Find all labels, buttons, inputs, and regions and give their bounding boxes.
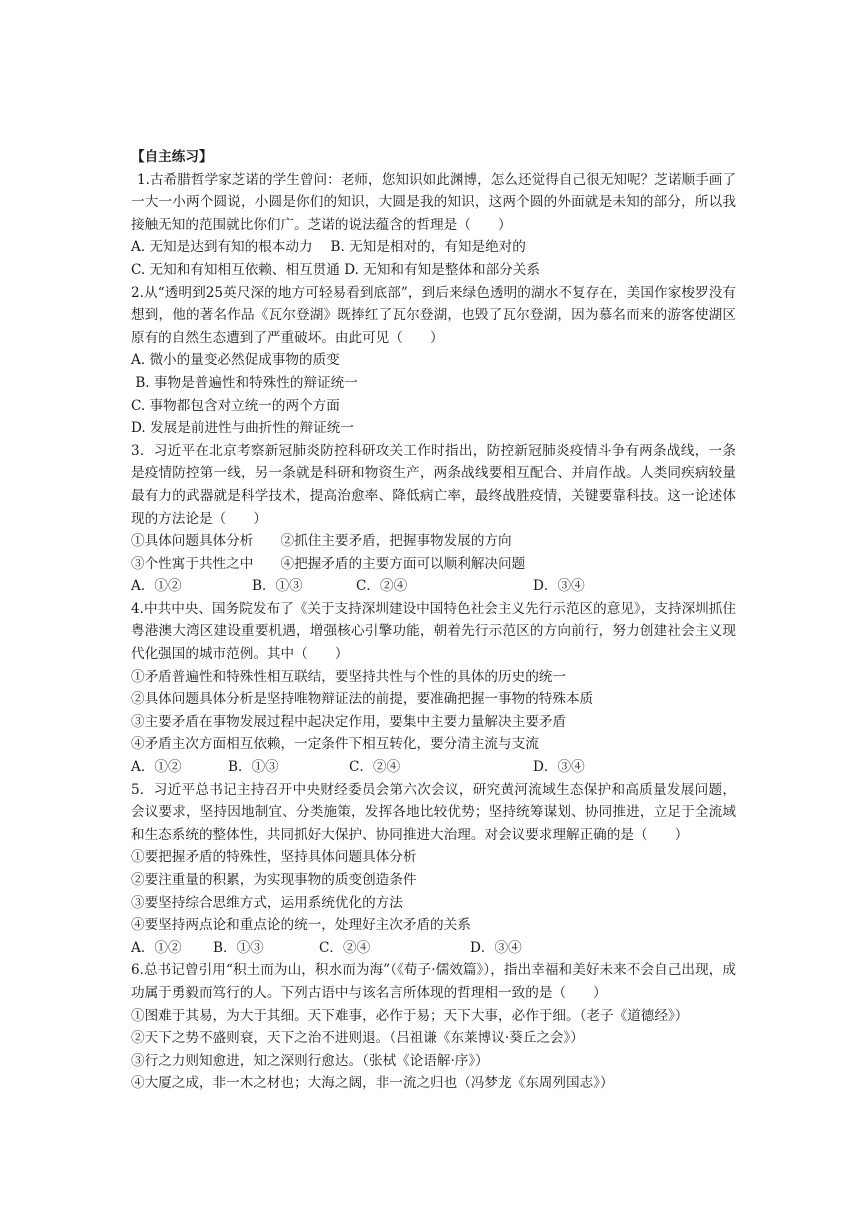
question-4-stem: 4.中共中央、国务院发布了《关于支持深圳建设中国特色社会主义先行示范区的意见》，支持深圳抓住粤港澳大湾区建设重要机遇，增强核心引擎功能，朝着先行示范区的方向前行，努力创建社会主义现代化强国的城市范例。其中（ ） — [131, 600, 736, 663]
question-4-statement-4: ④矛盾主次方面相互依赖，一定条件下相互转化，要分清主流与支流 — [131, 736, 539, 753]
choice-a: A．①② — [131, 578, 182, 595]
question-2-stem: 2.从“透明到25英尺深的地方可轻易看到底部”，到后来绿色透明的湖水不复存在，美国作家梭罗没有想到，他的著名作品《瓦尔登湖》既捧红了瓦尔登湖，也毁了瓦尔登湖，因为慕名而来的游客使湖区原有的自然生态遭到了严重破坏。由此可见（ ） — [131, 284, 736, 346]
question-1-stem: 1.古希腊哲学家芝诺的学生曾问：老师，您知识如此渊博，怎么还觉得自己很无知呢？芝诺顺手画了一大一小两个圆说，小圆是你们的知识，大圆是我的知识，这两个圆的外面就是未知的部分，所以我接触无知的范围就比你们广。芝诺的说法蕴含的哲理是（ ） — [131, 171, 736, 233]
section-heading: 【自主练习】 — [131, 149, 213, 165]
question-2-option-a: A. 微小的量变必然促成事物的质变 — [131, 352, 340, 369]
question-5-statement-3: ③要坚持综合思维方式，运用系统优化的方法 — [131, 894, 403, 911]
question-3-choices — [131, 575, 736, 598]
choice-d: D．③④ — [533, 759, 585, 776]
question-4-choices — [131, 756, 736, 779]
exercise-section — [131, 146, 736, 1095]
question-6-stem: 6.总书记曾引用“积土而为山，积水而为海”（《荀子·儒效篇》），指出幸福和美好未来不会自己出现，成功属于勇毅而笃行的人。下列古语中与该名言所体现的哲理相一致的是（ ） — [131, 962, 736, 1001]
question-4-statement-1: ①矛盾普遍性和特殊性相互联结，要坚持共性与个性的具体的历史的统一 — [131, 668, 566, 685]
question-2 — [131, 282, 736, 440]
question-6-quote-2: ②天下之势不盛则衰，天下之治不进则退。（吕祖谦《东莱博议·葵丘之会》） — [131, 1030, 584, 1047]
choice-d: D．③④ — [533, 578, 585, 595]
question-3-statements-line-2: ③个性寓于共性之中 ④把握矛盾的主要方面可以顺利解决问题 — [131, 555, 526, 572]
question-1-options-line-1: A. 无知是达到有知的根本动力 B. 无知是相对的，有知是绝对的 — [131, 239, 526, 256]
question-6 — [131, 959, 736, 1095]
question-5-choices — [131, 937, 736, 960]
choice-a: A．①② — [131, 759, 182, 776]
question-4-statement-3: ③主要矛盾在事物发展过程中起决定作用，要集中主要力量解决主要矛盾 — [131, 713, 566, 730]
question-1 — [131, 169, 736, 282]
choice-a: A．①② — [131, 939, 182, 956]
question-5 — [131, 779, 736, 960]
question-3-stem: 3．习近平在北京考察新冠肺炎防控科研攻关工作时指出，防控新冠肺炎疫情斗争有两条战线，一条是疫情防控第一线，另一条就是科研和物资生产，两条战线要相互配合、并肩作战。人类同疾病较量最有力的武器就是科学技术，提高治愈率、降低病亡率，最终战胜疫情，关键要靠科技。这一论述体现的方法论是（ ） — [131, 442, 736, 527]
question-4 — [131, 598, 736, 779]
question-2-option-c: C. 事物都包含对立统一的两个方面 — [131, 397, 340, 414]
question-3 — [131, 440, 736, 598]
question-4-statement-2: ②具体问题具体分析是坚持唯物辩证法的前提，要准确把握一事物的特殊本质 — [131, 691, 594, 708]
choice-c: C．②④ — [319, 939, 371, 956]
choice-b: B．①③ — [228, 759, 279, 776]
question-6-quote-1: ①图难于其易，为大于其细。天下难事，必作于易；天下大事，必作于细。（老子《道德经》） — [131, 1007, 689, 1024]
question-3-statements-line-1: ①具体问题具体分析 ②抓住主要矛盾，把握事物发展的方向 — [131, 533, 512, 550]
question-5-statement-1: ①要把握矛盾的特殊性，坚持具体问题具体分析 — [131, 849, 417, 866]
question-6-quote-3: ③行之力则知愈进，知之深则行愈达。（张栻《论语解·序》） — [131, 1052, 489, 1069]
question-2-option-d: D. 发展是前进性与曲折性的辩证统一 — [131, 420, 354, 437]
choice-c: C．②④ — [356, 578, 408, 595]
question-1-options-line-2: C. 无知和有知相互依赖、相互贯通 D. 无知和有知是整体和部分关系 — [131, 261, 540, 278]
choice-b: B．①③ — [213, 939, 264, 956]
choice-b: B．①③ — [252, 578, 303, 595]
choice-c: C．②④ — [349, 759, 401, 776]
question-5-stem: 5．习近平总书记主持召开中央财经委员会第六次会议，研究黄河流域生态保护和高质量发展问题，会议要求，坚持因地制宜、分类施策，发挥各地比较优势；坚持统筹谋划、协同推进，立足于全流域和生态系统的整体性，共同抓好大保护、协同推进大治理。对会议要求理解正确的是（ ） — [131, 781, 736, 843]
question-6-quote-4: ④大厦之成，非一木之材也；大海之阔，非一流之归也（冯梦龙《东周列国志》） — [131, 1075, 614, 1092]
question-5-statement-2: ②要注重量的积累，为实现事物的质变创造条件 — [131, 872, 417, 888]
choice-d: D．③④ — [470, 939, 522, 956]
question-5-statement-4: ④要坚持两点论和重点论的统一，处理好主次矛盾的关系 — [131, 917, 471, 934]
question-2-option-b: B. 事物是普遍性和特殊性的辩证统一 — [131, 374, 358, 391]
